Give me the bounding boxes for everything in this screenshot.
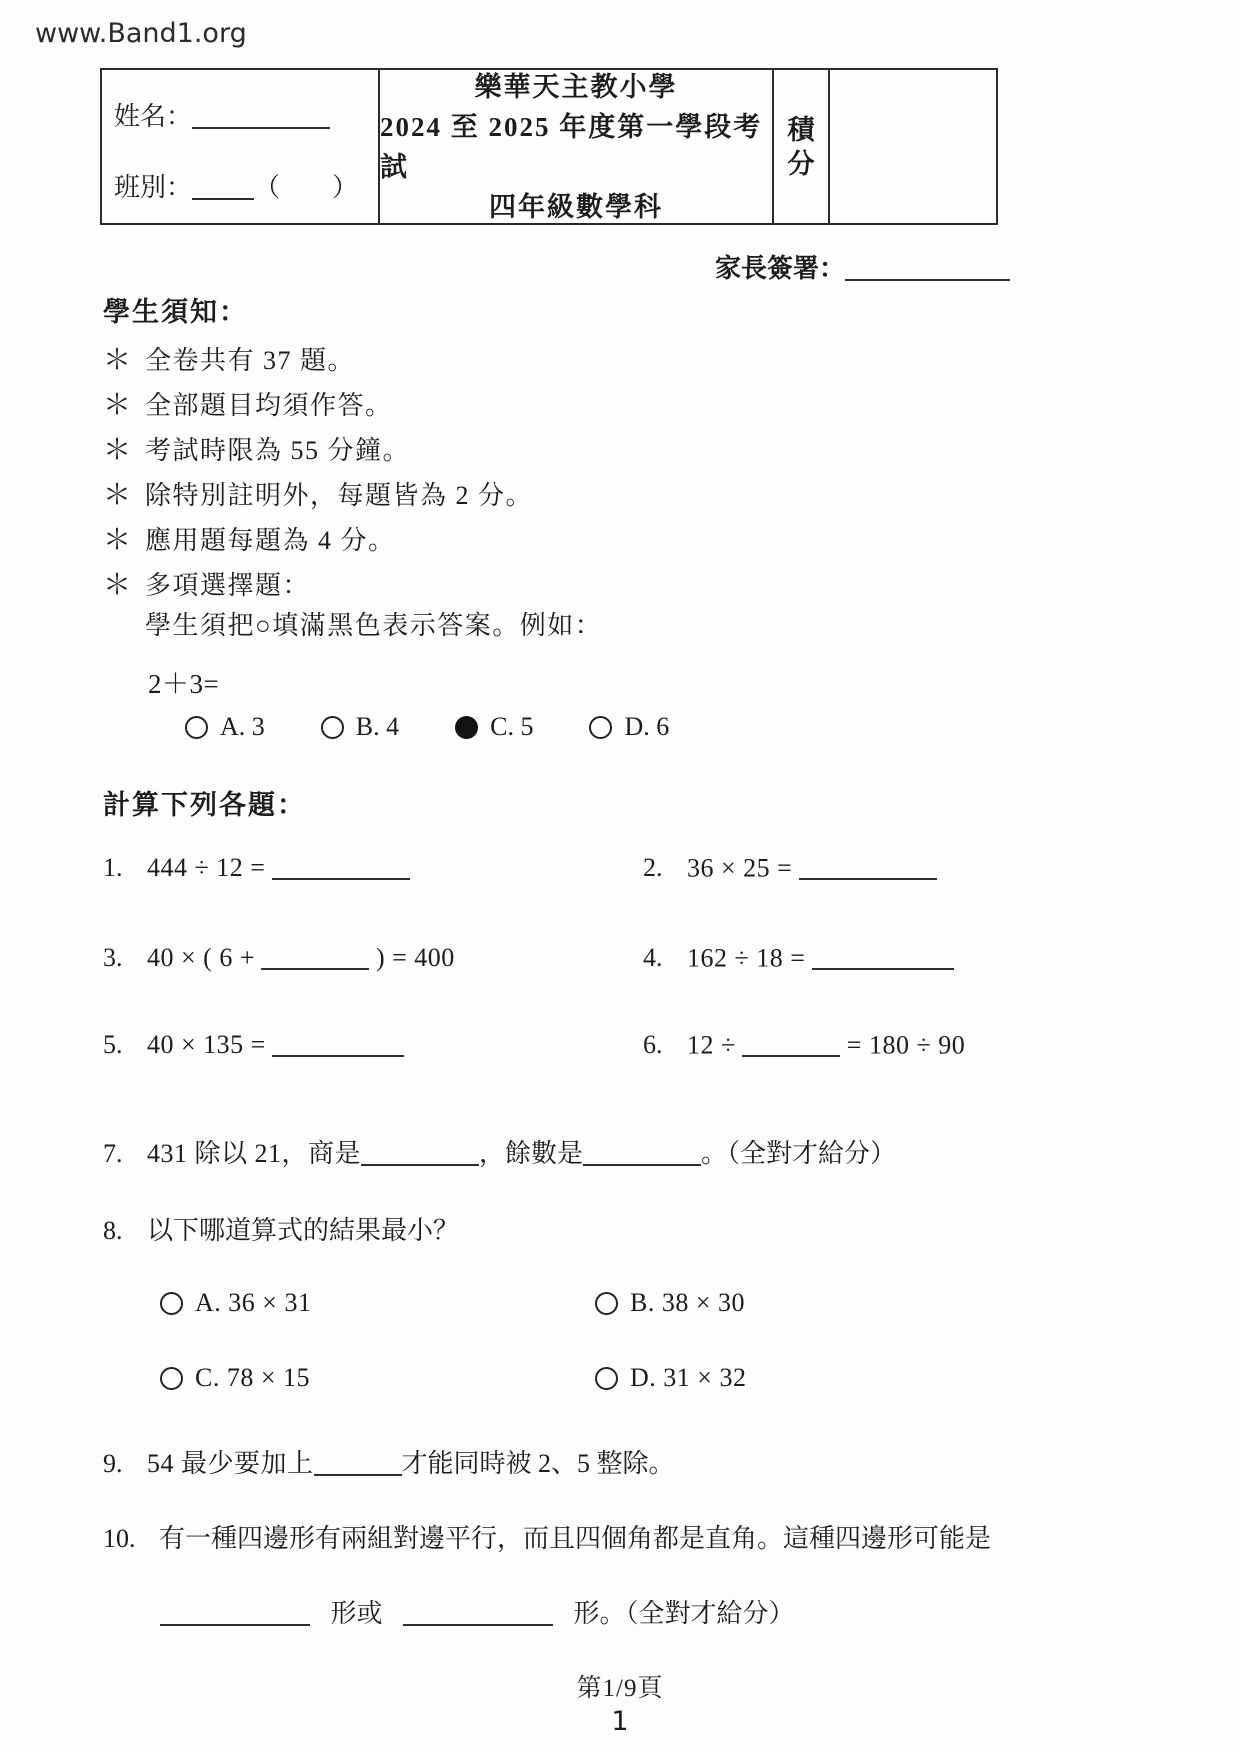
question-number: 3.: [103, 943, 123, 973]
exam-title-cell: [380, 70, 772, 223]
question-4: 4. 162 ÷ 18 =: [643, 943, 954, 973]
section-title-calculation: 計算下列各題：: [103, 790, 306, 820]
answer-blank-q6[interactable]: [742, 1030, 840, 1057]
question-row: [103, 943, 1133, 973]
q8-option-d: D. 31 × 32: [595, 1363, 746, 1393]
class-number-paren: （ ）: [254, 173, 359, 202]
asterisk-bullet: ＊: [103, 570, 133, 601]
notice-item: ＊ 多項選擇題：: [103, 563, 310, 603]
answer-blank-q5[interactable]: [272, 1030, 404, 1057]
asterisk-bullet: ＊: [103, 435, 133, 466]
asterisk-bullet: ＊: [103, 345, 133, 376]
question-row: [103, 853, 1133, 883]
name-blank[interactable]: [192, 102, 330, 129]
q8-options-row-1: [160, 1288, 1110, 1318]
class-row: [114, 167, 378, 204]
question-2: 2. 36 × 25 =: [643, 853, 937, 883]
question-5: 5. 40 × 135 =: [103, 1030, 404, 1059]
question-number: 10.: [103, 1524, 136, 1553]
parent-signature-row: [715, 248, 1010, 285]
exam-title: 2024 至 2025 年度第一學段考試: [380, 111, 763, 182]
mc-instruction-note: 學生須把○填滿黑色表示答案。例如：: [145, 611, 603, 640]
example-option-b: B. 4: [321, 712, 399, 742]
question-10: 10. 有一種四邊形有兩組對邊平行，而且四個角都是直角。這種四邊形可能是: [103, 1524, 992, 1553]
answer-blank-q7-remainder[interactable]: [583, 1139, 701, 1166]
answer-blank-q2[interactable]: [799, 853, 937, 880]
question-number: 9.: [103, 1449, 123, 1478]
question-number: 8.: [103, 1216, 123, 1245]
q8-option-b: B. 38 × 30: [595, 1288, 745, 1318]
notice-item: ＊ 應用題每題為 4 分。: [103, 518, 396, 558]
q8-options-row-2: [160, 1363, 1110, 1393]
question-number: 1.: [103, 853, 123, 883]
answer-bubble-icon[interactable]: [160, 1367, 183, 1390]
question-number: 4.: [643, 943, 663, 973]
example-expression: 2＋3=: [148, 669, 220, 699]
answer-blank-q7-quotient[interactable]: [361, 1139, 479, 1166]
question-7: 7. 431 除以 21，商是 ，餘數是 。（全對才給分）: [103, 1139, 897, 1168]
parent-signature-blank[interactable]: [845, 254, 1010, 281]
answer-blank-q10-shape1[interactable]: [160, 1599, 310, 1626]
page-indicator: 第1/9頁: [576, 1675, 664, 1702]
notice-item: ＊ 全卷共有 37 題。: [103, 338, 355, 378]
example-options-row: [185, 712, 669, 742]
name-row: [114, 96, 378, 133]
score-label-cell: 積 分: [772, 70, 828, 223]
question-row: [103, 1030, 1133, 1060]
question-number: 7.: [103, 1139, 123, 1168]
answer-bubble-icon[interactable]: [160, 1292, 183, 1315]
class-label: 班別：: [114, 173, 193, 202]
question-8: 8. 以下哪道算式的結果最小？: [103, 1216, 460, 1245]
example-option-d: D. 6: [589, 712, 669, 742]
example-option-a: A. 3: [185, 712, 265, 742]
parent-signature-label: 家長簽署：: [715, 254, 846, 283]
question-number: 2.: [643, 853, 663, 883]
notice-item: ＊ 考試時限為 55 分鐘。: [103, 428, 410, 468]
question-3: 3. 40 × ( 6 + ) = 400: [103, 943, 455, 973]
exam-header-box: [100, 68, 998, 225]
answer-bubble-icon[interactable]: [185, 716, 208, 739]
answer-bubble-icon[interactable]: [595, 1292, 618, 1315]
answer-blank-q4[interactable]: [812, 943, 954, 970]
example-option-c: C. 5: [455, 712, 533, 742]
asterisk-bullet: ＊: [103, 390, 133, 421]
notice-title: 學生須知：: [103, 297, 248, 327]
class-blank[interactable]: [192, 173, 254, 200]
watermark-url: www.Band1.org: [35, 18, 247, 49]
question-1: 1. 444 ÷ 12 =: [103, 853, 410, 882]
question-10-answer-line: 形或 形。（全對才給分）: [160, 1593, 795, 1630]
score-entry-box: [828, 70, 996, 223]
answer-bubble-filled-icon[interactable]: [455, 716, 478, 739]
page-number: 1: [611, 1706, 629, 1737]
q8-option-a: A. 36 × 31: [160, 1288, 311, 1317]
name-label: 姓名：: [114, 102, 193, 131]
question-6: 6. 12 ÷ = 180 ÷ 90: [643, 1030, 966, 1060]
asterisk-bullet: ＊: [103, 525, 133, 556]
q8-option-c: C. 78 × 15: [160, 1363, 310, 1392]
student-info-cell: [102, 70, 380, 223]
answer-bubble-icon[interactable]: [589, 716, 612, 739]
question-9: 9. 54 最少要加上 才能同時被 2、5 整除。: [103, 1449, 675, 1478]
answer-bubble-icon[interactable]: [321, 716, 344, 739]
school-name: 樂華天主教小學: [474, 71, 678, 102]
question-number: 6.: [643, 1030, 663, 1060]
answer-blank-q9[interactable]: [314, 1449, 402, 1476]
question-number: 5.: [103, 1030, 123, 1060]
answer-bubble-icon[interactable]: [595, 1367, 618, 1390]
exam-subject: 四年級數學科: [489, 191, 663, 222]
asterisk-bullet: ＊: [103, 480, 133, 511]
answer-blank-q10-shape2[interactable]: [403, 1599, 553, 1626]
answer-blank-q1[interactable]: [272, 853, 410, 880]
notice-item: ＊ 全部題目均須作答。: [103, 383, 393, 423]
notice-item: ＊ 除特別註明外，每題皆為 2 分。: [103, 473, 533, 513]
answer-blank-q3[interactable]: [261, 943, 369, 970]
